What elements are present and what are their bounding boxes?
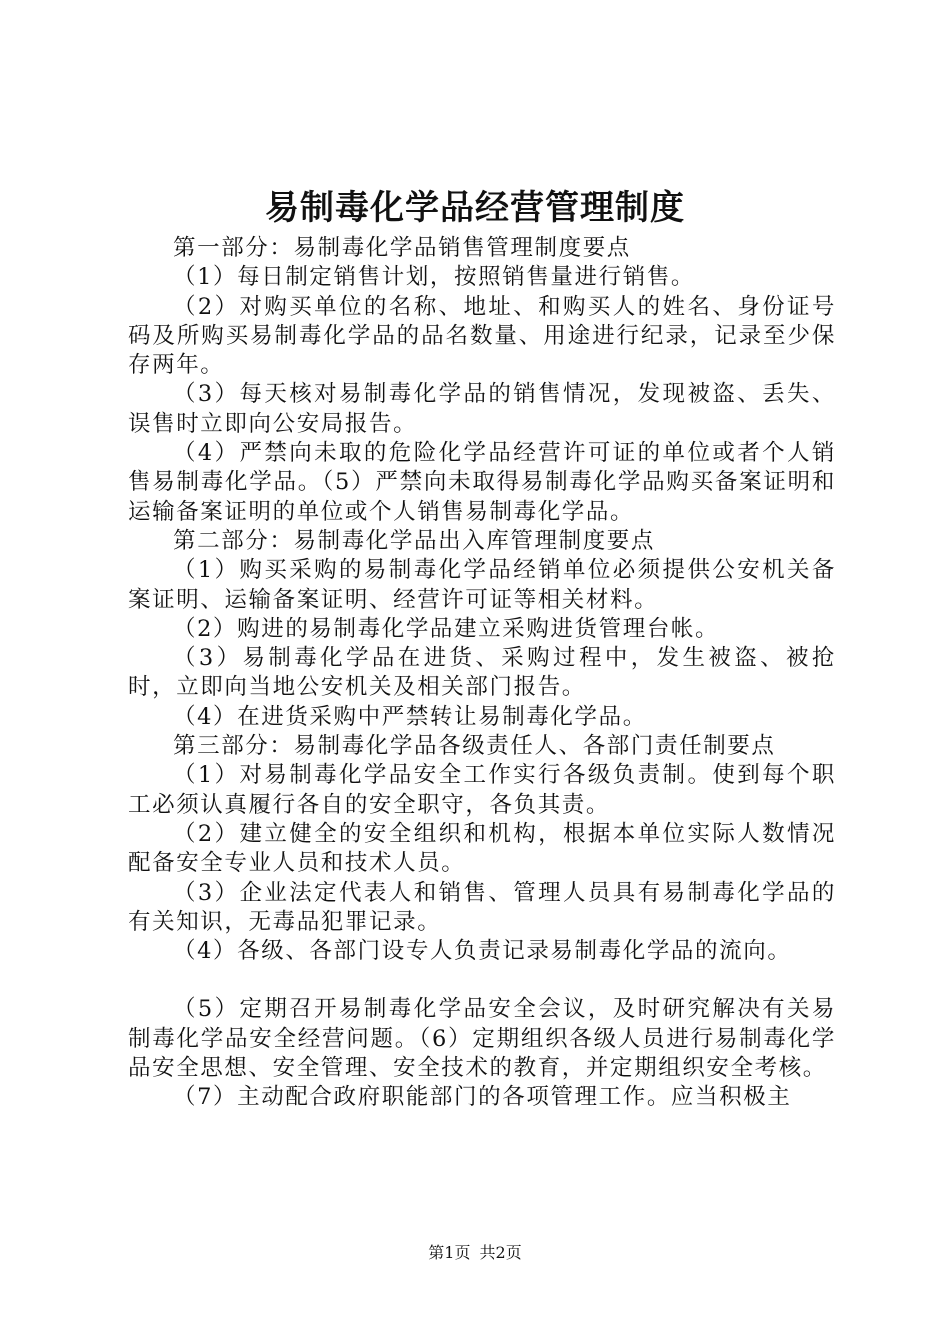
section-heading: 第三部分：易制毒化学品各级责任人、各部门责任制要点 [173,733,776,760]
section-heading: 第二部分：易制毒化学品出入库管理制度要点 [173,527,656,554]
page-number: 第1页 [428,1243,471,1262]
paragraph: （2）建立健全的安全组织和机构，根据本单位实际人数情况配备安全专业人员和技术人员。 [128,820,836,877]
paragraph: （1）每日制定销售计划，按照销售量进行销售。 [173,264,696,291]
page-total: 共2页 [479,1243,522,1262]
paragraph: （7）主动配合政府职能部门的各项管理工作。应当积极主 [173,1084,792,1111]
paragraph: （4）严禁向未取的危险化学品经营许可证的单位或者个人销售易制毒化学品。（5）严禁向未取得易制毒化学品购买备案证明和运输备案证明的单位或个人销售易制毒化学品。 [128,440,836,525]
paragraph: （1）对易制毒化学品安全工作实行各级负责制。使到每个职工必须认真履行各自的安全职守，各负其责。 [128,762,836,818]
paragraph: （4）各级、各部门设专人负责记录易制毒化学品的流向。 [173,938,792,965]
document-title: 易制毒化学品经营管理制度 [265,188,685,228]
section-heading: 第一部分：易制毒化学品销售管理制度要点 [173,235,631,261]
paragraph: （2）对购买单位的名称、地址、和购买人的姓名、身份证号码及所购买易制毒化学品的品名数量、用途进行纪录，记录至少保存两年。 [128,293,836,379]
paragraph: （2）购进的易制毒化学品建立采购进货管理台帐。 [173,615,720,642]
document-body [128,234,836,1113]
paragraph: （3）每天核对易制毒化学品的销售情况，发现被盗、丢失、误售时立即向公安局报告。 [128,381,836,437]
paragraph: （3）企业法定代表人和销售、管理人员具有易制毒化学品的有关知识，无毒品犯罪记录。 [128,879,836,935]
page-footer [0,1242,950,1264]
paragraph: （4）在进货采购中严禁转让易制毒化学品。 [173,703,647,730]
paragraph: （1）购买采购的易制毒化学品经销单位必须提供公安机关备案证明、运输备案证明、经营许可证等相关材料。 [128,557,836,613]
blank-line [128,966,836,995]
paragraph: （3）易制毒化学品在进货、采购过程中，发生被盗、被抢时，立即向当地公安机关及相关部门报告。 [128,645,836,701]
paragraph: （5）定期召开易制毒化学品安全会议，及时研究解决有关易制毒化学品安全经营问题。（6）定期组织各级人员进行易制毒化学品安全思想、安全管理、安全技术的教育，并定期组织安全考核。 [128,996,836,1082]
